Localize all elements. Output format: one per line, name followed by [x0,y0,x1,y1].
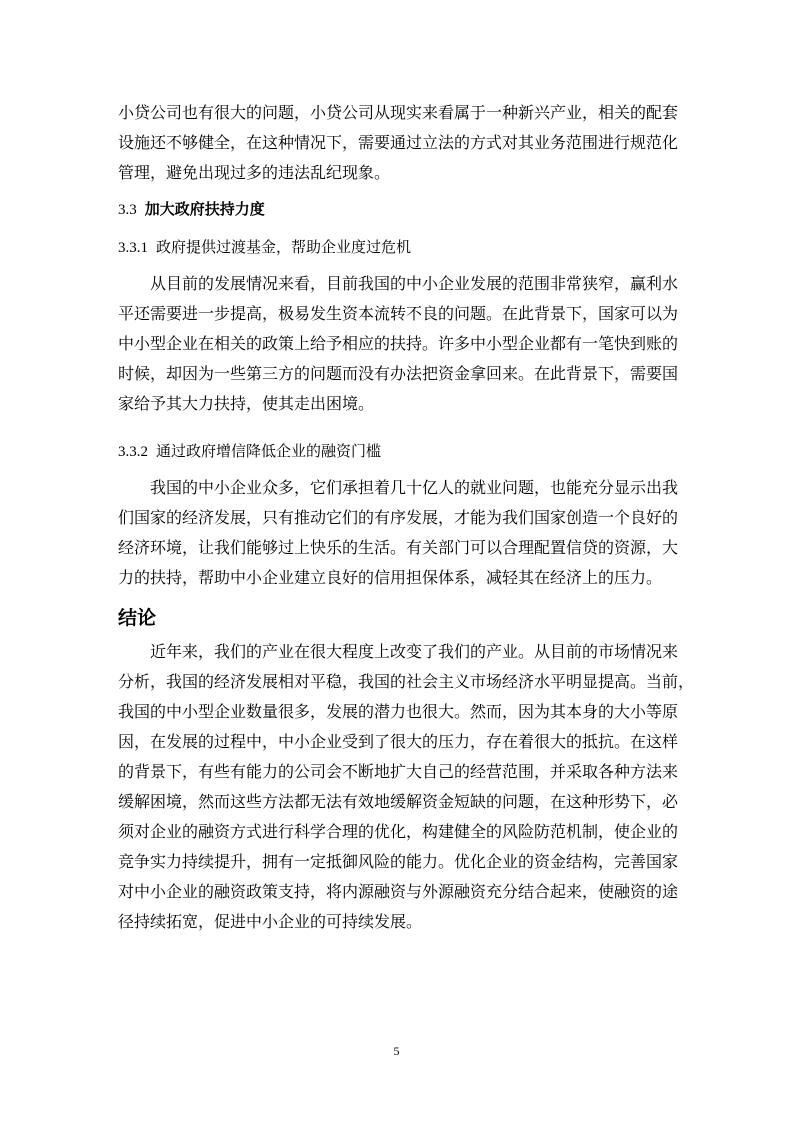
text-line: 缓解困境，然而这些方法都无法有效地缓解资金短缺的问题，在这种形势下，必 [118,792,679,811]
section-heading-3-3 [118,199,265,220]
text-line: 径持续拓宽，促进中小企业的可持续发展。 [118,912,423,931]
section-heading-3-3-2 [118,441,381,462]
paragraph-3-3-1 [118,269,678,419]
text-line: 小贷公司也有很大的问题，小贷公司从现实来看属于一种新兴产业，相关的配套 [118,103,679,122]
text-line: 从目前的发展情况来看，目前我国的中小企业发展的范围非常狭窄，赢利水 [150,274,679,293]
text-line: 设施还不够健全，在这种情况下，需要通过立法的方式对其业务范围进行规范化 [118,133,679,152]
text-line: 我国的中小型企业数量很多，发展的潜力也很大。然而，因为其本身的大小等原 [118,702,679,721]
text-line: 管理，避免出现过多的违法乱纪现象。 [118,163,391,182]
text-line: 近年来，我们的产业在很大程度上改变了我们的产业。从目前的市场情况来 [150,642,679,661]
section-title: 加大政府扶持力度 [144,200,265,218]
section-heading-3-3-1 [118,237,411,258]
text-line: 们国家的经济发展，只有推动它们的有序发展，才能为我们国家创造一个良好的 [118,508,679,527]
page-number: 5 [393,1044,400,1058]
section-number: 3.3.1 [118,240,148,256]
text-line: 因，在发展的过程中，中小企业受到了很大的压力，存在着很大的抵抗。在这样 [118,732,679,751]
text-line: 经济环境，让我们能够过上快乐的生活。有关部门可以合理配置信贷的资源，大 [118,538,679,557]
section-title: 通过政府增信降低企业的融资门槛 [156,442,382,460]
section-number: 3.3.2 [118,444,148,460]
text-line: 平还需要进一步提高，极易发生资本流转不良的问题。在此背景下，国家可以为 [118,304,679,323]
text-line: 分析，我国的经济发展相对平稳，我国的社会主义市场经济水平明显提高。当前， [118,672,695,691]
paragraph-top [118,98,678,188]
section-number: 3.3 [118,202,137,218]
text-line: 竞争实力持续提升，拥有一定抵御风险的能力。优化企业的资金结构，完善国家 [118,852,679,871]
paragraph-3-3-2 [118,473,678,593]
text-line: 中小型企业在相关的政策上给予相应的扶持。许多中小型企业都有一笔快到账的 [118,334,679,353]
text-line: 须对企业的融资方式进行科学合理的优化，构建健全的风险防范机制，使企业的 [118,822,679,841]
text-line: 对中小企业的融资政策支持，将内源融资与外源融资充分结合起来，使融资的途 [118,882,679,901]
section-title: 政府提供过渡基金，帮助企业度过危机 [156,238,412,256]
text-line: 我国的中小企业众多，它们承担着几十亿人的就业问题，也能充分显示出我 [150,478,679,497]
text-line: 力的扶持，帮助中小企业建立良好的信用担保体系，减轻其在经济上的压力。 [118,568,663,587]
conclusion-heading: 结论 [118,607,157,629]
text-line: 的背景下，有些有能力的公司会不断地扩大自己的经营范围，并采取各种方法来 [118,762,679,781]
text-line: 家给予其大力扶持，使其走出困境。 [118,394,375,413]
text-line: 时候，却因为一些第三方的问题而没有办法把资金拿回来。在此背景下，需要国 [118,364,679,383]
paragraph-conclusion [118,637,695,937]
